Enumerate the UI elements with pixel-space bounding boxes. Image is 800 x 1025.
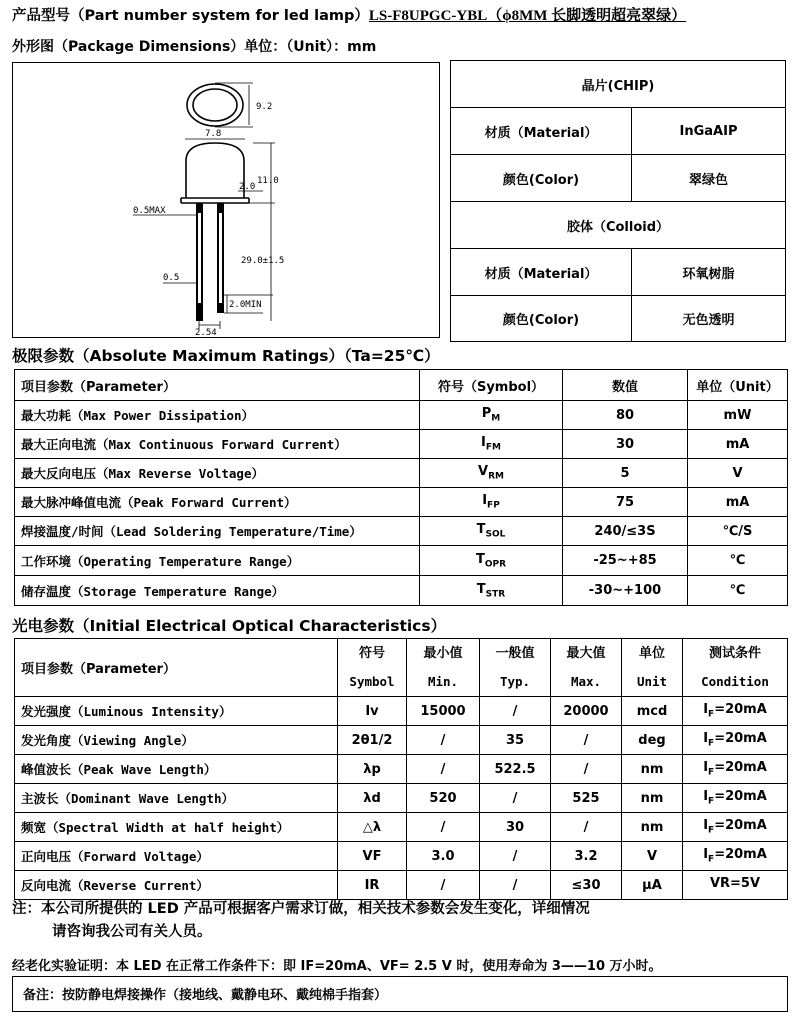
param-cell: 频宽（Spectral Width at half height） (15, 813, 338, 842)
chip-color-value: 翠绿色 (632, 155, 786, 202)
colloid-color-label: 颜色(Color) (451, 296, 632, 342)
cond-rest: =20mA (714, 731, 767, 747)
cond-sub: F (708, 738, 715, 749)
symbol-sub: FP (487, 500, 500, 511)
symbol-text: T (475, 551, 485, 567)
cond-sub: F (708, 825, 715, 836)
header-cell (683, 639, 788, 697)
header-top: 最小值 (423, 645, 463, 661)
colloid-material-value: 环氧树脂 (632, 249, 786, 296)
unit-cell: nm (622, 813, 683, 842)
param-cell: 反向电流（Reverse Current） (15, 871, 338, 900)
header-top: 测试条件 (708, 645, 761, 661)
symbol-sub: FM (485, 442, 501, 453)
table-row (15, 517, 788, 546)
condition-cell (683, 726, 788, 755)
value-cell: 30 (563, 430, 688, 459)
unit-cell: V (688, 459, 788, 488)
optical-table (14, 638, 788, 900)
condition-cell (683, 697, 788, 726)
cond-sub: F (708, 709, 715, 720)
symbol-cell: 2θ1/2 (338, 726, 407, 755)
remark-box (12, 976, 788, 1012)
header-top: 符号 (358, 645, 385, 661)
header-cell (338, 639, 407, 697)
header-top: 一般值 (495, 645, 535, 661)
cond-text: I (703, 760, 709, 776)
cond-rest: =20mA (714, 789, 767, 805)
unit-cell: nm (622, 784, 683, 813)
max-ratings-title: 极限参数（Absolute Maximum Ratings）（Ta=25℃） (12, 347, 440, 365)
typ-cell: / (480, 697, 551, 726)
max-cell: ≤30 (551, 871, 622, 900)
part-number: LS-F8UPGC-YBL（ϕ8MM 长脚透明超亮翠绿） (368, 8, 687, 24)
package-drawing (13, 63, 438, 336)
param-cell: 峰值波长（Peak Wave Length） (15, 755, 338, 784)
header-cell (480, 639, 551, 697)
min-cell: / (407, 755, 480, 784)
cond-rest: =20mA (714, 847, 767, 863)
typ-cell: / (480, 842, 551, 871)
value-cell: -30~+100 (563, 576, 688, 606)
header-cell: 数值 (563, 370, 688, 401)
unit-cell: mA (688, 488, 788, 517)
header-bottom: Max. (570, 673, 602, 689)
cond-text: VR=5V (709, 876, 761, 892)
table-row (15, 459, 788, 488)
max-cell: 3.2 (551, 842, 622, 871)
chip-material-value: InGaAIP (632, 108, 786, 155)
symbol-text: I (482, 493, 488, 509)
symbol-cell: λd (338, 784, 407, 813)
dim-label: 11.0 (257, 176, 279, 186)
dim-label: 2.0 (239, 182, 256, 192)
table-row (15, 842, 788, 871)
condition-cell (683, 784, 788, 813)
dim-label: 7.8 (205, 129, 222, 139)
symbol-cell: Iv (338, 697, 407, 726)
header-bottom: Condition (701, 673, 769, 689)
param-cell: 最大反向电压（Max Reverse Voltage） (15, 459, 420, 488)
min-cell: 15000 (407, 697, 480, 726)
note-block (12, 898, 792, 944)
cond-text: I (703, 789, 709, 805)
symbol-text: P (481, 406, 492, 422)
min-cell: / (407, 726, 480, 755)
cond-text: I (703, 731, 709, 747)
typ-cell: / (480, 871, 551, 900)
cond-text: I (703, 847, 709, 863)
chip-header: 晶片(CHIP) (451, 61, 786, 108)
unit-cell: mA (688, 430, 788, 459)
colloid-material-label: 材质（Material） (451, 249, 632, 296)
max-cell: / (551, 813, 622, 842)
condition-cell (683, 842, 788, 871)
unit-cell: ℃ (688, 576, 788, 606)
table-row (15, 784, 788, 813)
table-row (15, 401, 788, 430)
header-cell (407, 639, 480, 697)
table-row (15, 488, 788, 517)
param-cell: 工作环境（Operating Temperature Range） (15, 546, 420, 576)
cond-sub: F (708, 796, 715, 807)
package-diagram (12, 62, 440, 338)
param-cell: 发光强度（Luminous Intensity） (15, 697, 338, 726)
cond-text: I (703, 702, 709, 718)
symbol-text: V (478, 464, 489, 480)
symbol-sub: M (491, 413, 501, 424)
symbol-cell: λp (338, 755, 407, 784)
unit-cell: mW (688, 401, 788, 430)
param-cell: 储存温度（Storage Temperature Range） (15, 576, 420, 606)
header-cell: 项目参数（Parameter） (15, 639, 338, 697)
unit-cell: deg (622, 726, 683, 755)
unit-cell: mcd (622, 697, 683, 726)
header-top: 单位 (638, 645, 665, 661)
note-line-2: 请咨询我公司有关人员。 (52, 924, 212, 940)
chip-table (450, 60, 786, 342)
table-row (15, 546, 788, 576)
header-cell: 项目参数（Parameter） (15, 370, 420, 401)
param-cell: 最大正向电流（Max Continuous Forward Current） (15, 430, 420, 459)
header-cell (551, 639, 622, 697)
symbol-cell: VF (338, 842, 407, 871)
chip-material-label: 材质（Material） (451, 108, 632, 155)
symbol-cell (420, 401, 563, 430)
header-bottom: Symbol (349, 673, 395, 689)
max-cell: 525 (551, 784, 622, 813)
remark-text: 备注：按防静电焊接操作（接地线、戴静电环、戴纯棉手指套） (23, 988, 388, 1003)
table-row (15, 871, 788, 900)
note-line-1: 注：本公司所提供的 LED 产品可根据客户需求订做，相关技术参数会发生变化，详细情况 (12, 901, 590, 917)
typ-cell: 35 (480, 726, 551, 755)
cond-rest: =20mA (714, 760, 767, 776)
value-cell: 80 (563, 401, 688, 430)
dimensions-label: 外形图（Package Dimensions）单位：（Unit）：mm (12, 39, 377, 55)
param-cell: 最大功耗（Max Power Dissipation） (15, 401, 420, 430)
table-row (15, 726, 788, 755)
dim-label: 0.5MAX (133, 206, 166, 216)
dim-label: 2.54 (195, 328, 217, 336)
header-bottom: Min. (427, 673, 459, 689)
max-ratings-table (14, 369, 788, 606)
header-cell: 符号（Symbol） (420, 370, 563, 401)
max-cell: 20000 (551, 697, 622, 726)
header-cell: 单位（Unit） (688, 370, 788, 401)
value-cell: -25~+85 (563, 546, 688, 576)
symbol-cell: IR (338, 871, 407, 900)
value-cell: 240/≤3S (563, 517, 688, 546)
value-cell: 75 (563, 488, 688, 517)
symbol-sub: OPR (484, 559, 507, 570)
typ-cell: 30 (480, 813, 551, 842)
symbol-sub: RM (488, 471, 504, 482)
condition-cell (683, 871, 788, 900)
document-title (12, 4, 686, 25)
min-cell: 520 (407, 784, 480, 813)
symbol-sub: STR (485, 589, 506, 600)
symbol-cell (420, 488, 563, 517)
cond-rest: =20mA (714, 818, 767, 834)
max-cell: / (551, 726, 622, 755)
table-row (15, 697, 788, 726)
dim-label: 9.2 (256, 102, 273, 112)
colloid-header: 胶体（Colloid） (451, 202, 786, 249)
unit-cell: ℃/S (688, 517, 788, 546)
dim-label: 2.0MIN (229, 300, 262, 310)
unit-cell: ℃ (688, 546, 788, 576)
header-bottom: Typ. (499, 673, 531, 689)
symbol-text: T (476, 522, 486, 538)
table-row (15, 430, 788, 459)
typ-cell: 522.5 (480, 755, 551, 784)
unit-cell: V (622, 842, 683, 871)
param-cell: 主波长（Dominant Wave Length） (15, 784, 338, 813)
table-row (15, 576, 788, 606)
aging-note: 经老化实验证明：本 LED 在正常工作条件下：即 IF=20mA、VF= 2.5 V 时，使用寿命为 3——10 万小时。 (12, 959, 662, 974)
param-cell: 发光角度（Viewing Angle） (15, 726, 338, 755)
cond-sub: F (708, 767, 715, 778)
value-cell: 5 (563, 459, 688, 488)
table-row (15, 755, 788, 784)
title-prefix: 产品型号（Part number system for led lamp） (12, 8, 369, 24)
symbol-sub: SOL (485, 529, 506, 540)
symbol-cell (420, 576, 563, 606)
symbol-cell (420, 546, 563, 576)
min-cell: / (407, 871, 480, 900)
min-cell: / (407, 813, 480, 842)
cond-rest: =20mA (714, 702, 767, 718)
header-cell (622, 639, 683, 697)
unit-cell: nm (622, 755, 683, 784)
symbol-cell (420, 430, 563, 459)
symbol-cell: △λ (338, 813, 407, 842)
symbol-cell (420, 517, 563, 546)
symbol-cell (420, 459, 563, 488)
typ-cell: / (480, 784, 551, 813)
symbol-text: T (476, 581, 486, 597)
param-cell: 正向电压（Forward Voltage） (15, 842, 338, 871)
cond-sub: F (708, 854, 715, 865)
min-cell: 3.0 (407, 842, 480, 871)
header-bottom: Unit (636, 673, 668, 689)
unit-cell: μA (622, 871, 683, 900)
cond-text: I (703, 818, 709, 834)
symbol-text: I (481, 435, 486, 451)
param-cell: 焊接温度/时间（Lead Soldering Temperature/Time） (15, 517, 420, 546)
header-top: 最大值 (566, 645, 606, 661)
table-row (15, 813, 788, 842)
chip-color-label: 颜色(Color) (451, 155, 632, 202)
dim-label: 0.5 (163, 273, 180, 283)
dim-label: 29.0±1.5 (241, 256, 285, 266)
colloid-color-value: 无色透明 (632, 296, 786, 342)
optical-title: 光电参数（Initial Electrical Optical Characteristics） (12, 617, 447, 635)
max-cell: / (551, 755, 622, 784)
param-cell: 最大脉冲峰值电流（Peak Forward Current） (15, 488, 420, 517)
condition-cell (683, 755, 788, 784)
condition-cell (683, 813, 788, 842)
